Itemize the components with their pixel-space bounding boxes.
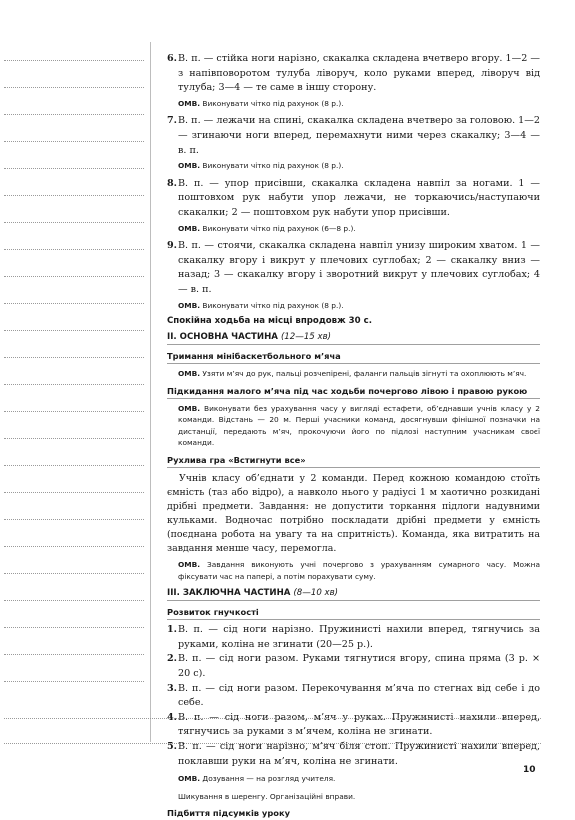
omv-text: Виконувати чітко під рахунок (8 р.).: [200, 98, 344, 108]
omv-note: [167, 160, 540, 172]
exercise-item: [167, 711, 540, 740]
section-title: III. ЗАКЛЮЧНА ЧАСТИНА: [167, 588, 291, 599]
note-line: [4, 681, 144, 682]
margin-divider: [150, 42, 151, 742]
subheading: Підкидання малого м’яча під час ходьби почергово лівою і правою рукою: [167, 386, 540, 399]
section-title: II. ОСНОВНА ЧАСТИНА: [167, 332, 278, 343]
note-line: [4, 60, 144, 61]
exercise-number: 9.: [167, 240, 178, 252]
exercise-text: В. п. — стійка ноги нарізно, скакалка складена вчетверо вгору. 1—2 — з напівповоротом тулуба ліворуч, коло руками вперед, ліворуч від тулуба; 3—4 — те саме в іншу сторону.: [178, 53, 540, 94]
exercise-number: 7.: [167, 115, 178, 127]
exercise-text: В. п. — лежачи на спині, скакалка складена вчетверо за головою. 1—2 — згинаючи ноги вперед, перемахнути ними через скакалку; 3—4 — в. п.: [178, 115, 540, 156]
omv-text: Виконувати без урахування часу у вигляді естафети, об’єднавши учнів класу у 2 команди. Відстань — 20 м. Перші учасники команд, досягнувши фінішної позначки на дистанції, передають м’яч, прокочуючи його по підлозі наступним учасникам своєї команди.: [178, 403, 540, 448]
note-line: [4, 627, 144, 628]
exercise-item: [167, 239, 540, 297]
exercise-item: [167, 740, 540, 769]
section-heading: [167, 332, 540, 345]
omv-note: [167, 559, 540, 582]
exercise-item: [167, 623, 540, 652]
omv-note: [167, 773, 540, 785]
exercise-number: 1.: [167, 624, 178, 636]
omv-note: [167, 98, 540, 110]
exercise-text: В. п. — сід ноги нарізно, м’яч біля стоп. Пружинисті нахили вперед, поклавши руки на м’яч, коліна не згинати.: [178, 741, 540, 767]
note-line: [4, 411, 144, 412]
omv-label: ОМВ.: [178, 98, 201, 108]
note-line: [4, 465, 144, 466]
note-line: [4, 573, 144, 574]
note-line: [4, 222, 144, 223]
note-line: [4, 330, 144, 331]
section-duration: (8—10 хв): [293, 588, 339, 599]
section-heading: [167, 588, 540, 601]
subheading: Рухлива гра «Встигнути все»: [167, 455, 540, 468]
exercise-number: 4.: [167, 711, 178, 723]
note-line: [4, 114, 144, 115]
page-number: 10: [523, 765, 536, 775]
note-line: [4, 303, 144, 304]
note-line: [4, 519, 144, 520]
omv-label: ОМВ.: [178, 223, 201, 233]
omv-text: Завдання виконують учні почергово з урахуванням сумарного часу. Можна фіксувати час на папері, а потім порахувати суму.: [178, 560, 540, 581]
omv-text: Виконувати чітко під рахунок (8 р.).: [200, 161, 344, 171]
subheading: Підбиття підсумків уроку: [167, 808, 291, 819]
note-line: [4, 438, 144, 439]
exercise-text: В. п. — сід ноги разом, м’яч у руках. Пружинисті нахили вперед, тягнучись за руками з м’ячем, коліна не згинати.: [178, 711, 540, 738]
exercise-item: [167, 177, 540, 221]
note-line: [4, 384, 144, 385]
game-description: Учнів класу об’єднати у 2 команди. Перед кожною командою стоїть ємність (таз або відро), а навколо нього у радіусі 1 м хаотично розкидані дрібні предмети. Завдання: не допустити торкання підлоги надувними кульками. Водночас потрібно поскладати дрібні предмети у ємність (поєднана робота на увагу та на спритність). Команда, яка витратить на завдання менше часу, перемогла.: [167, 473, 540, 555]
exercise-number: 5.: [167, 741, 178, 752]
omv-label: ОМВ.: [178, 369, 201, 379]
note-line: [4, 87, 144, 88]
exercise-item: [167, 52, 540, 96]
omv-label: ОМВ.: [178, 774, 201, 784]
left-notes-margin: [0, 0, 152, 800]
omv-note: [167, 403, 540, 449]
note-line: [4, 718, 541, 719]
note-line: [4, 600, 144, 601]
note-line: [4, 654, 144, 655]
omv-note: [167, 300, 540, 312]
omv-note: [167, 223, 540, 235]
exercise-text: В. п. — сід ноги разом. Руками тягнутися вгору, спина пряма (3 р. × 20 с).: [178, 653, 540, 680]
exercise-item: [167, 114, 540, 158]
exercise-text: В. п. — сід ноги разом. Перекочування м’яча по стегнах від себе і до себе.: [178, 682, 540, 709]
exercise-text: В. п. — стоячи, скакалка складена навпіл унизу широким хватом. 1 — скакалку вгору і викрут у плечових суглобах; 2 — скакалку вниз — назад; 3 — скакалку вгору і зворотний викрут у плечових суглобах; 4 — в. п.: [178, 240, 540, 295]
note-line: [4, 743, 541, 744]
omv-note: [167, 368, 540, 380]
note-line: [4, 357, 144, 358]
omv-label: ОМВ.: [178, 560, 201, 570]
section-duration: (12—15 хв): [280, 332, 332, 343]
walk-instruction: Спокійна ходьба на місці впродовж 30 с.: [167, 316, 372, 327]
exercise-item: [167, 652, 540, 681]
note-line: [4, 195, 144, 196]
subheading: Розвиток гнучкості: [167, 607, 540, 620]
exercise-number: 6.: [167, 53, 178, 64]
note-line: [4, 546, 144, 547]
subheading: Тримання мінібаскетбольного м’яча: [167, 351, 540, 364]
note-line: [4, 249, 144, 250]
exercise-item: [167, 682, 540, 711]
exercise-number: 8.: [167, 177, 178, 189]
omv-label: ОМВ.: [178, 161, 201, 171]
exercise-number: 2.: [167, 653, 178, 665]
closing-instruction: Шикування в шеренгу. Організаційні вправи.: [178, 791, 356, 801]
omv-text: Виконувати чітко під рахунок (8 р.).: [200, 300, 344, 310]
exercise-number: 3.: [167, 682, 178, 694]
note-line: [4, 141, 144, 142]
page-content: [167, 52, 540, 820]
exercise-text: В. п. — сід ноги нарізно. Пружинисті нахили вперед, тягнучись за руками, коліна не згинати (20—25 р.).: [178, 624, 540, 650]
omv-label: ОМВ.: [178, 300, 201, 310]
note-line: [4, 492, 144, 493]
omv-text: Дозування — на розгляд учителя.: [200, 774, 336, 784]
omv-text: Виконувати чітко під рахунок (6—8 р.).: [200, 223, 356, 233]
omv-label: ОМВ.: [178, 403, 201, 413]
note-line: [4, 168, 144, 169]
exercise-text: В. п. — упор присівши, скакалка складена навпіл за ногами. 1 — поштовхом рук набути упор лежачи, не торкаючись/наступаючи скакалки; 2 — поштовхом рук набути упор присівши.: [178, 177, 540, 218]
omv-text: Узяти м’яч до рук, пальці розчепірені, фаланги пальців зігнуті та охоплюють м’яч.: [200, 369, 527, 379]
note-line: [4, 276, 144, 277]
